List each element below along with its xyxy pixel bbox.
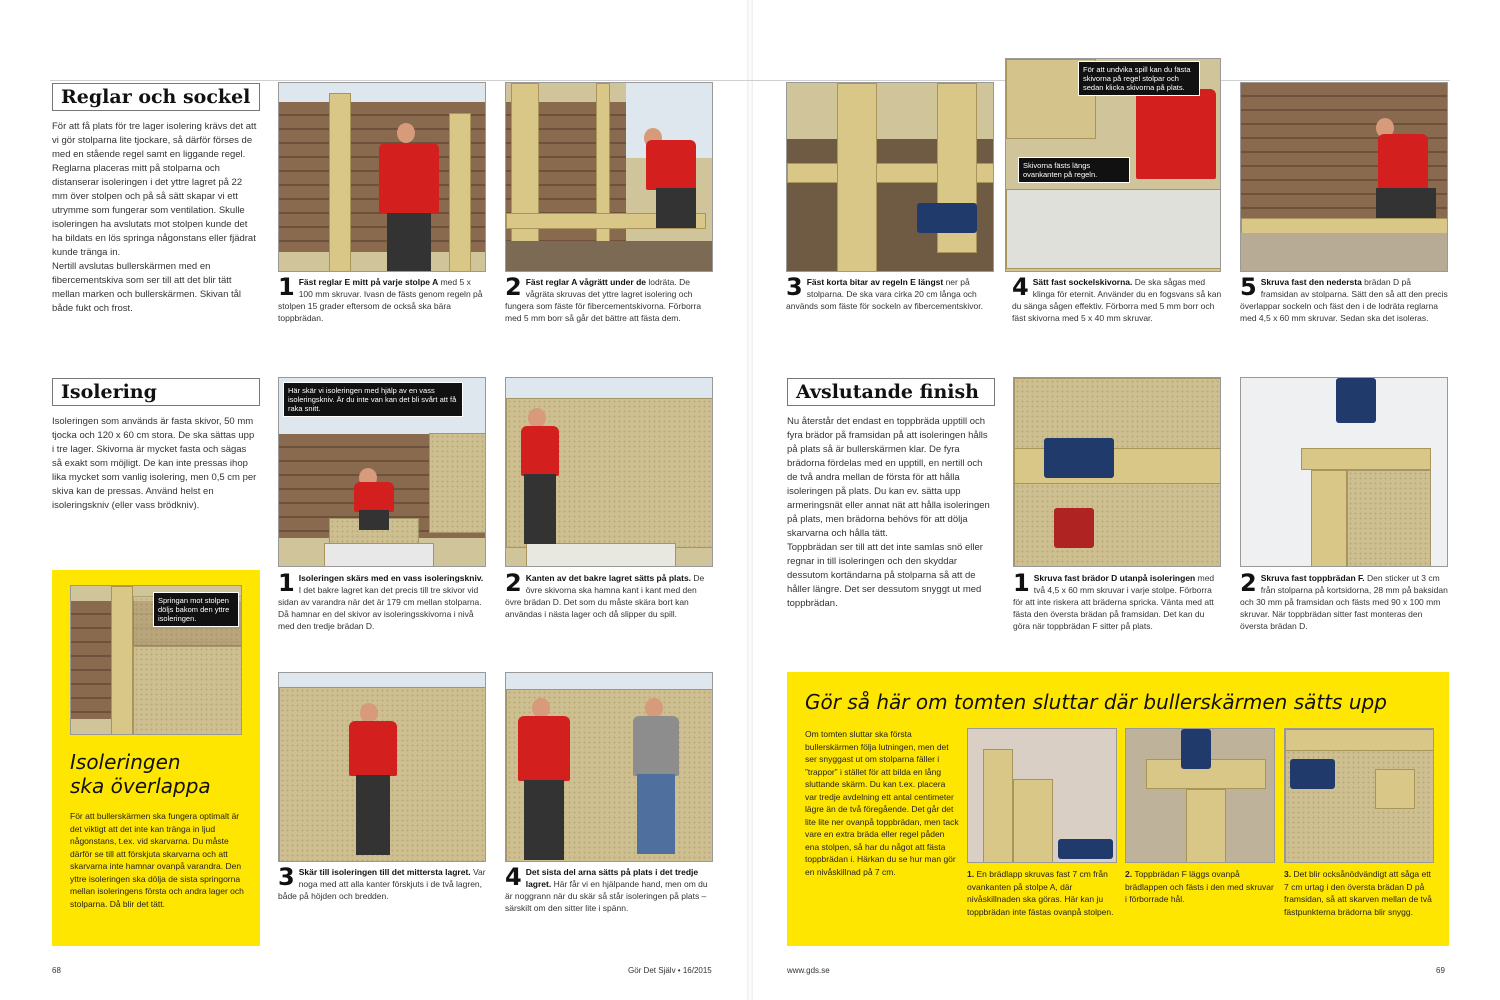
photo-finish-2 (1240, 377, 1448, 567)
callout-iso1: Här skär vi isoleringen med hjälp av en vass isoleringskniv. Är du inte van kan det bli svårt att få raka snitt. (283, 382, 463, 417)
heading-reglar: Reglar och sockel (52, 83, 260, 111)
step-number: 5 (1240, 273, 1257, 301)
body-finish (787, 415, 995, 611)
caption-isolering-4: 4 Det sista del arna sätts på plats i det tredje lagret. Här får vi en hjälpande hand, men om du är noggrann när du skär så står isoleringen på plats – särskilt om den sitter lite i spänn. (505, 863, 708, 913)
step-number: 4 (1012, 273, 1029, 301)
photo-reglar-3 (786, 82, 994, 272)
photo-reglar-2 (505, 82, 713, 272)
body-finish-p1: Nu återstår det endast en toppbräda upptill och fyra brädor på framsidan på att isoleringen hålls på plats så är bullerskärmen klar. De fyra brädorna fördelas med en upptill, en nertill och de två andra mellan de första för att hålla isoleringen på plats. Du kan ev. sätta upp armeringsnät eller annat nät att hålla isoleringen på plats, men brädorna behövs för att dölja skarvarna och hålla tätt. (787, 416, 990, 539)
step-number: 4 (505, 863, 522, 891)
photo-overlap (70, 585, 242, 735)
caption-isolering-2: 2 Kanten av det bakre lagret sätts på plats. De övre skivorna ska hamna kant i kant med den övre brädan D. Det som du måste skära bort kan användas i nästa lager och då slipper du spill. (505, 569, 705, 619)
photo-reglar-1 (278, 82, 486, 272)
step-number: 1 (278, 569, 295, 597)
body-isolering: Isoleringen som används är fasta skivor, 50 mm tjocka och 120 x 60 cm stora. De ska sättas upp i tre lager. Skivorna är mycket fasta och sägas så exakt som möjligt. De kan inte pressas ihop lika mycket som vanlig isolering, men 0,5 cm per skiva kan de pressas. Använd helst en isoleringskniv (eller vass brödkniv). (52, 416, 257, 511)
slope-step-2: 2. Toppbrädan F läggs ovanpå brädlappen och fästs i den med skruvar i förborrade hål. (1125, 869, 1274, 904)
callout-step4-mid: Skivorna fästs längs ovankanten på regeln. (1018, 157, 1130, 183)
yellow-left-text: För att bullerskärmen ska fungera optimalt är det viktigt att det inte kan tränga in ljud någonstans, t.ex. vid skarvarna. Du måste därför se till att förskjuta skarvarna och att skarvarna inte hamnar ovanpå varandra. Den yttre isoleringen ska dölja de sista springorna mellan isoleringens första och andra lager och stolparna. Då blir det tätt. (70, 811, 244, 909)
spine (747, 0, 753, 1000)
caption-isolering-3: 3 Skär till isoleringen till det mittersta lagret. Var noga med att alla kanter förskjuts i de två lagren, både på höjden och bredden. (278, 863, 486, 901)
body-reglar-p1: För att få plats för tre lager isolering krävs det att vi gör stolparna lite tjockare, så därför förses de med en stående regel samt en liggande regel. Reglarna placeras mitt på stolparna och distanserar isoleringen i det yttre lagret på 22 mm över stolpen och på så sätt skapar vi ett utrymme som fungerar som ventilation. Skulle isoleringen ha avslutats mot stolpen kunde det ha bildats en lös springa någonstans eller fjädrat kunde tränga in. (52, 121, 257, 258)
photo-isolering-1 (278, 377, 486, 567)
photo-finish-1 (1013, 377, 1221, 567)
caption-reglar-1: 1 Fäst reglar E mitt på varje stolpe A med 5 x 100 mm skruvar. Ivasn de fästs genom regeln på stolpen 15 grader eftersom de också ska bära toppbrädan. (278, 273, 483, 323)
folio-right-number: 69 (1436, 966, 1445, 975)
caption-reglar-4: 4 Sätt fast sockelskivorna. De ska sågas med klinga för eternit. Använder du en fogsvans så kan du sänga sågen effektiv. Förborra med 5 mm borr och fäst skivorna med 5 x 40 mm skruvar. (1012, 273, 1222, 323)
slope-step-1: 1. En brädlapp skruvas fast 7 cm från ovankanten på stolpe A, där nivåskillnaden ska göras. Här kan ju toppbrädan inte fästas ovanpå stolpen. (967, 869, 1114, 917)
photo-reglar-5 (1240, 82, 1448, 272)
body-reglar (52, 120, 257, 316)
step-number: 1 (1013, 569, 1030, 597)
caption-finish-1: 1 Skruva fast brädor D utanpå isoleringen med två 4,5 x 60 mm skruvar i varje stolpe. Förborra för att inte riskera att bräderna spricka. Vänta med att fästa den översta brädan på framsidan. Det kan du göra när toppbrädan F sitter på plats. (1013, 569, 1215, 631)
step-number: 3 (278, 863, 295, 891)
step-number: 2 (1240, 569, 1257, 597)
photo-isolering-3 (278, 672, 486, 862)
photo-reglar-4 (1005, 58, 1221, 272)
yellow-left-title: Isoleringen ska överlappa (70, 750, 211, 798)
caption-reglar-2: 2 Fäst reglar A vågrätt under de lodräta. De vågräta skruvas det yttre lagret isolering och fungera som fäste för fibercementskivorna. Förborra med 5 mm borr så går det bättre att fästa dem. (505, 273, 702, 323)
step-number: 3 (786, 273, 803, 301)
callout-overlap: Springan mot stolpen döljs bakom den yttre isoleringen. (153, 592, 239, 627)
top-rule (50, 80, 1450, 81)
step-number: 2 (505, 273, 522, 301)
photo-slope-3 (1284, 728, 1434, 863)
callout-step4-top: För att undvika spill kan du fästa skivorna på regel stolpar och sedan klicka skivorna på plats. (1078, 61, 1200, 96)
photo-slope-2 (1125, 728, 1275, 863)
folio-right-url: www.gds.se (787, 966, 830, 975)
heading-isolering: Isolering (52, 378, 260, 406)
photo-isolering-4 (505, 672, 713, 862)
caption-finish-2: 2 Skruva fast toppbrädan F. Den sticker ut 3 cm från stolparna på kortsidorna, 28 mm på baksidan och 30 mm på framsidan och fästs med 90 x 100 mm skruvar. När toppbrädan sitter fast monteras den översta brädan D. (1240, 569, 1448, 631)
yellow-box-slope (787, 672, 1449, 946)
caption-reglar-5: 5 Skruva fast den nedersta brädan D på framsidan av stolparna. Sätt den så att den precis överlappar sockeln och fäst den i de lodräta reglarna med 4,5 x 60 mm skruvar. Sedan ska det isoleras. (1240, 273, 1448, 323)
heading-finish: Avslutande finish (787, 378, 995, 406)
yellow-right-text: Om tomten sluttar ska första bullerskärmen följa lutningen, men det ser snyggast ut om stolparna fäller i ”trappor” i stället för att bilda en lång sluttande skärm. Du kan t.ex. placera var tredje avdelning ett antal centimeter lägre än de två föregående. Det går det lite lite ner ovanpå toppbrädan, men tack vare en extra bräda eller regel påden ena stolpen, så har du något att fästa toppbrädan i. Härkan du se hur man gör en nivåskillnad på 7 cm. (805, 729, 959, 877)
step-number: 2 (505, 569, 522, 597)
body-finish-p2: Toppbrädan ser till att det inte samlas snö eller regnar in till isoleringen och den skyddar dessutom kortändarna på stolparna så att de håller längre. Det ser dessutom snyggt ut med toppbrädan. (787, 542, 983, 609)
caption-isolering-1: 1 Isoleringen skärs med en vass isoleringskniv. I det bakre lagret kan det precis till tre skivor vid sidan av varandra när det är 179 cm mellan stolparna. Då hamnar en del skivor av isoleringsskivorna i nivå med den tredje brädan D. (278, 569, 484, 631)
photo-isolering-2 (505, 377, 713, 567)
caption-reglar-3: 3 Fäst korta bitar av regeln E längst ner på stolparna. De ska vara cirka 20 cm långa och används som fäste för sockeln av fibercementskivor. (786, 273, 984, 311)
body-reglar-p2: Nertill avslutas bullerskärmen med en fibercementskiva som ser till att det blir tätt mellan marken och bullerskärmen. Skivan tål både fukt och frost. (52, 261, 242, 314)
step-number: 1 (278, 273, 295, 301)
photo-slope-1 (967, 728, 1117, 863)
slope-step-3: 3. Det blir ocksånödvändigt att såga ett 7 cm urtag i den översta brädan D på framsidan, så att skarven mellan de två fästpunkterna brädorna blir snygg. (1284, 869, 1432, 917)
yellow-box-overlap (52, 570, 260, 946)
folio-left-magazine: Gör Det Själv • 16/2015 (628, 966, 712, 975)
folio-left-number: 68 (52, 966, 61, 975)
yellow-right-title: Gör så här om tomten sluttar där bullerskärmen sätts upp (805, 690, 1387, 714)
